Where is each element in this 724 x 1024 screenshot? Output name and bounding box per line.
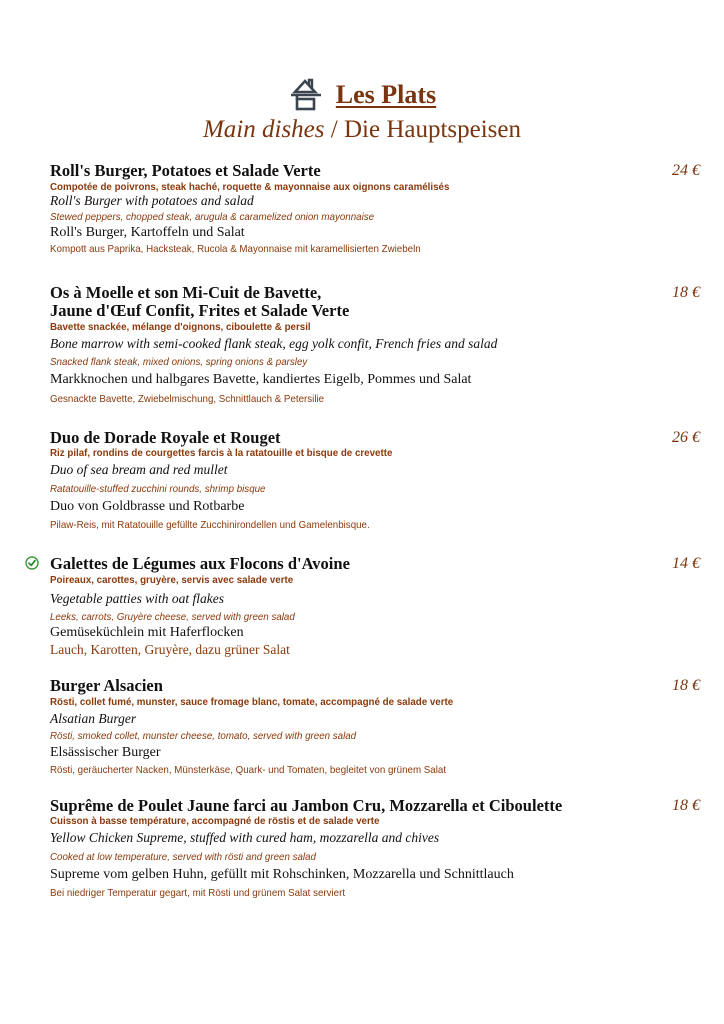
dish-desc-en: Stewed peppers, chopped steak, arugula & caramelized onion mayonnaise (50, 211, 375, 223)
dish-desc-en: Cooked at low temperature, served with rösti and green salad (50, 851, 316, 863)
page-subtitle (0, 116, 724, 144)
dish-desc-en: Leeks, carrots, Gruyère cheese, served with green salad (50, 611, 295, 623)
dish-name: Galettes de Légumes aux Flocons d'Avoine (50, 554, 350, 573)
page-title: Les Plats (335, 80, 437, 109)
dish-name-en: Alsatian Burger (50, 711, 137, 726)
dish-desc-en: Ratatouille-stuffed zucchini rounds, shrimp bisque (50, 483, 266, 495)
dish-price: 18 € (672, 284, 700, 301)
dish-name-de: Supreme vom gelben Huhn, gefüllt mit Rohschinken, Mozzarella und Schnittlauch (50, 867, 514, 882)
dish-name-de: Elsässischer Burger (50, 745, 161, 760)
menu-header (0, 76, 724, 144)
dish-name: Suprême de Poulet Jaune farci au Jambon Cru, Mozzarella et Ciboulette (50, 796, 563, 815)
title-row (0, 76, 724, 114)
dish-desc-de: Rösti, geräucherter Nacken, Münsterkäse, Quark- und Tomaten, begleitet von grünem Salat (50, 764, 447, 776)
dish-name-de: Duo von Goldbrasse und Rotbarbe (50, 499, 245, 514)
dish-desc-fr: Rösti, collet fumé, munster, sauce fromage blanc, tomate, accompagné de salade verte (50, 696, 454, 708)
vegetarian-check-icon (25, 556, 39, 570)
dish-desc-de: Pilaw-Reis, mit Ratatouille gefüllte Zucchinirondellen und Gamelenbisque. (50, 519, 370, 531)
dish-price: 18 € (672, 677, 700, 694)
dish-name: Os à Moelle et son Mi-Cuit de Bavette, (50, 283, 322, 302)
house-logo-icon (288, 77, 324, 113)
dish-name: Duo de Dorade Royale et Rouget (50, 428, 281, 447)
dish-name: Burger Alsacien (50, 676, 163, 695)
dish-desc-de: Kompott aus Paprika, Hacksteak, Rucola & Mayonnaise mit karamellisierten Zwiebeln (50, 243, 421, 255)
dish-desc-de: Bei niedriger Temperatur gegart, mit Rösti und grünem Salat serviert (50, 887, 346, 899)
dish-desc-en: Snacked flank steak, mixed onions, spring onions & parsley (50, 356, 308, 368)
dish-name-en: Duo of sea bream and red mullet (50, 462, 228, 477)
subtitle-german: Die Hauptspeisen (343, 116, 522, 143)
dish-name-en: Roll's Burger with potatoes and salad (50, 193, 254, 208)
subtitle-english: Main dishes (202, 116, 325, 143)
dish-desc-fr: Compotée de poivrons, steak haché, roquette & mayonnaise aux oignons caramélisés (50, 181, 450, 193)
dish-name-de: Markknochen und halbgares Bavette, kandiertes Eigelb, Pommes und Salat (50, 372, 472, 387)
dish-name-en: Vegetable patties with oat flakes (50, 591, 224, 606)
dish-price: 14 € (672, 555, 700, 572)
dish-name-de: Gemüseküchlein mit Haferflocken (50, 625, 244, 640)
dish-desc-en: Rösti, smoked collet, munster cheese, tomato, served with green salad (50, 730, 357, 742)
dish-price: 26 € (672, 429, 700, 446)
dish-name-en: Bone marrow with semi-cooked flank steak, egg yolk confit, French fries and salad (50, 336, 498, 351)
dish-desc-de: Gesnackte Bavette, Zwiebelmischung, Schnittlauch & Petersilie (50, 393, 325, 405)
dish-desc-fr: Riz pilaf, rondins de courgettes farcis à la ratatouille et bisque de crevette (50, 447, 393, 459)
dish-desc-fr: Cuisson à basse température, accompagné de röstis et de salade verte (50, 815, 380, 827)
dish-name: Roll's Burger, Potatoes et Salade Verte (50, 161, 321, 180)
dish-price: 24 € (672, 162, 700, 179)
dish-desc-de: Lauch, Karotten, Gruyère, dazu grüner Salat (50, 642, 290, 657)
dish-desc-fr: Poireaux, carottes, gruyère, servis avec salade verte (50, 574, 294, 586)
dish-desc-fr: Bavette snackée, mélange d'oignons, ciboulette & persil (50, 321, 311, 333)
dish-name-de: Roll's Burger, Kartoffeln und Salat (50, 225, 245, 240)
dish-name-en: Yellow Chicken Supreme, stuffed with cured ham, mozzarella and chives (50, 830, 440, 845)
dish-name-line2: Jaune d'Œuf Confit, Frites et Salade Verte (50, 301, 350, 320)
dish-price: 18 € (672, 797, 700, 814)
subtitle-separator: / (324, 116, 344, 143)
